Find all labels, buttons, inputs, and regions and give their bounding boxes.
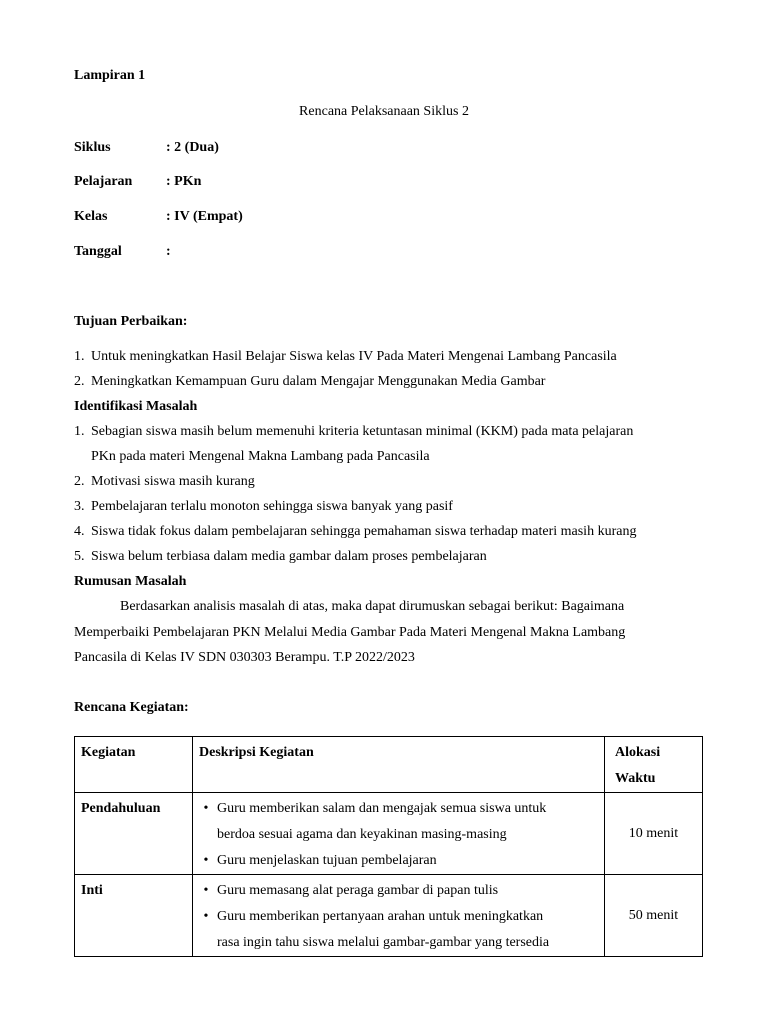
lampiran-label: Lampiran 1 [74, 68, 146, 83]
paragraph-line: Memperbaiki Pembelajaran PKN Melalui Media Gambar Pada Materi Mengenal Makna Lambang [74, 625, 626, 640]
bullet-icon: • [203, 801, 209, 816]
table-cell [605, 793, 703, 875]
bullet-text [217, 796, 598, 848]
meta-value-kelas: : IV (Empat) [166, 209, 243, 224]
rencana-table [74, 736, 703, 957]
bullet-line: rasa ingin tahu siswa melalui gambar-gambar yang tersedia [217, 935, 550, 950]
meta-label-siklus: Siklus [74, 140, 111, 155]
list-item: Motivasi siswa masih kurang [91, 474, 255, 489]
table-header-cell [193, 737, 605, 793]
list-item: Meningkatkan Kemampuan Guru dalam Mengajar Menggunakan Media Gambar [91, 374, 546, 389]
tujuan-heading: Tujuan Perbaikan: [74, 314, 188, 329]
identifikasi-heading: Identifikasi Masalah [74, 399, 198, 414]
list-number: 2. [74, 374, 85, 389]
list-number: 1. [74, 424, 85, 439]
rencana-heading: Rencana Kegiatan: [74, 700, 189, 715]
header-alokasi-line2: Waktu [615, 771, 656, 786]
list-number: 3. [74, 499, 85, 514]
header-kegiatan: Kegiatan [81, 745, 136, 760]
list-item: Sebagian siswa masih belum memenuhi kriteria ketuntasan minimal (KKM) pada mata pelajaran [91, 424, 634, 439]
table-row [75, 875, 703, 957]
bullet-icon: • [203, 853, 209, 868]
bullet-text: Guru menjelaskan tujuan pembelajaran [217, 853, 437, 868]
paragraph-line: Pancasila di Kelas IV SDN 030303 Berampu. T.P 2022/2023 [74, 650, 415, 665]
kegiatan-pendahuluan: Pendahuluan [81, 801, 161, 816]
bullet-icon: • [203, 909, 209, 924]
meta-value-siklus: : 2 (Dua) [166, 140, 219, 155]
bullet-line: Guru memberikan salam dan mengajak semua siswa untuk [217, 801, 547, 816]
header-alokasi-line1: Alokasi [615, 745, 661, 760]
header-alokasi [605, 737, 702, 792]
table-row [75, 793, 703, 875]
list-item: Untuk meningkatkan Hasil Belajar Siswa kelas IV Pada Materi Mengenai Lambang Pancasila [91, 349, 617, 364]
meta-value-tanggal: : [166, 244, 171, 259]
meta-label-tanggal: Tanggal [74, 244, 122, 259]
bullet-item [195, 796, 598, 848]
table-header-cell [605, 737, 703, 793]
page-title: Rencana Pelaksanaan Siklus 2 [299, 104, 469, 119]
bullet-icon: • [203, 883, 209, 898]
table-header-cell [75, 737, 193, 793]
waktu-pendahuluan: 10 menit [628, 825, 679, 841]
deskripsi-list [193, 875, 604, 956]
table-cell [193, 793, 605, 875]
bullet-item [195, 904, 598, 956]
bullet-item [195, 878, 598, 904]
list-item-continuation: PKn pada materi Mengenal Makna Lambang pada Pancasila [91, 449, 430, 464]
bullet-item [195, 848, 598, 874]
bullet-text: Guru memasang alat peraga gambar di papan tulis [217, 883, 499, 898]
meta-value-pelajaran: : PKn [166, 174, 202, 189]
list-number: 1. [74, 349, 85, 364]
list-number: 2. [74, 474, 85, 489]
table-cell [75, 875, 193, 957]
deskripsi-list [193, 793, 604, 874]
table-header-row [75, 737, 703, 793]
bullet-line: Guru memberikan pertanyaan arahan untuk meningkatkan [217, 909, 544, 924]
bullet-line: berdoa sesuai agama dan keyakinan masing-masing [217, 827, 507, 842]
list-item: Pembelajaran terlalu monoton sehingga siswa banyak yang pasif [91, 499, 453, 514]
list-number: 5. [74, 549, 85, 564]
meta-label-kelas: Kelas [74, 209, 108, 224]
list-item: Siswa belum terbiasa dalam media gambar dalam proses pembelajaran [91, 549, 487, 564]
table-cell [193, 875, 605, 957]
list-item: Siswa tidak fokus dalam pembelajaran sehingga pemahaman siswa terhadap materi masih kurang [91, 524, 637, 539]
list-number: 4. [74, 524, 85, 539]
header-deskripsi: Deskripsi Kegiatan [199, 745, 314, 760]
rumusan-heading: Rumusan Masalah [74, 574, 187, 589]
table-cell [75, 793, 193, 875]
kegiatan-inti: Inti [81, 883, 103, 898]
meta-label-pelajaran: Pelajaran [74, 174, 133, 189]
table-cell [605, 875, 703, 957]
bullet-text [217, 904, 598, 956]
paragraph-line: Berdasarkan analisis masalah di atas, maka dapat dirumuskan sebagai berikut: Bagaimana [120, 599, 625, 614]
waktu-inti: 50 menit [628, 907, 679, 923]
